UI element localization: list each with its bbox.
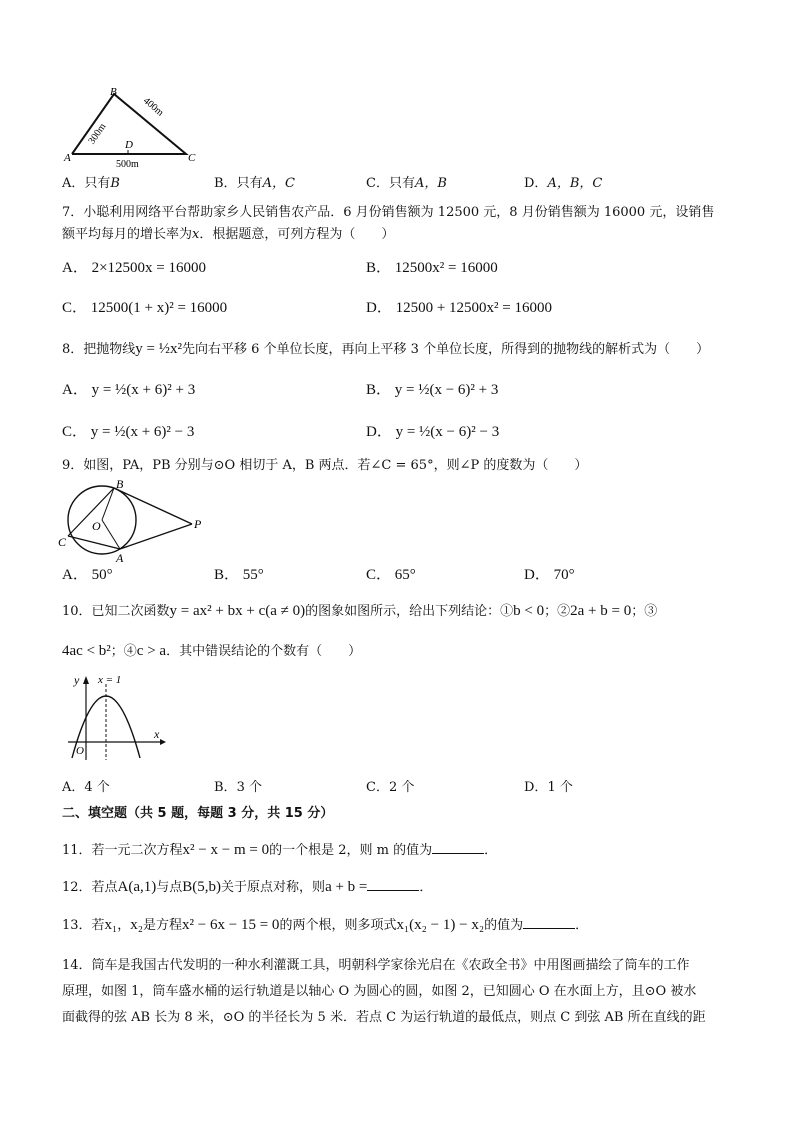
label-A: A <box>116 551 124 565</box>
q13: 13．若x₁，x₂是方程x² − 6x − 15 = 0的两个根，则多项式x₁(x₂ − 1) − x₂的值为 ． <box>62 917 589 933</box>
q8-stem: 8．把抛物线y = ½x²先向右平移 6 个单位长度，再向上平移 3 个单位长度，所得到的抛物线的解析式为（ ） <box>62 341 710 357</box>
label-B: B <box>116 478 124 491</box>
answer-blank[interactable] <box>367 878 419 891</box>
q9-option-a: A． 50° <box>62 567 113 583</box>
triangle-figure <box>62 88 202 170</box>
label-O: O <box>92 519 101 533</box>
answer-blank[interactable] <box>432 841 484 854</box>
label-ab: 300m <box>86 121 109 147</box>
label-y: y <box>74 673 80 687</box>
q7-line1: 7．小聪利用网络平台帮助家乡人民销售农产品．6 月份销售额为 12500 元，8 月份销售额为 16000 元，设销售 <box>62 205 715 220</box>
q7-option-c: C． 12500(1 + x)² = 16000 <box>62 300 228 316</box>
label-P: P <box>194 517 202 531</box>
q12: 12．若点A(a,1)与点B(5,b)关于原点对称，则a + b = ． <box>62 879 433 895</box>
q8-option-a: A． y = ½(x + 6)² + 3 <box>62 382 196 398</box>
q7-line2: 额平均每月的增长率为x．根据题意，可列方程为（ ） <box>62 227 395 242</box>
label-C: C <box>58 535 67 549</box>
q6-option-b: B．只有A，C <box>214 176 295 191</box>
q7-option-b: B． 12500x² = 16000 <box>366 260 498 276</box>
q14-line2: 原理，如图 1，筒车盛水桶的运行轨道是以轴心 O 为圆心的圆，如图 2，已知圆心 O 在水面上方，且⊙O 被水 <box>62 984 697 999</box>
label-origin: O <box>76 745 84 757</box>
q14-line3: 面截得的弦 AB 长为 8 米，⊙O 的半径长为 5 米．若点 C 为运行轨道的最低点，则点 C 到弦 AB 所在直线的距 <box>62 1010 706 1025</box>
answer-blank[interactable] <box>523 916 575 929</box>
q14-line1: 14．筒车是我国古代发明的一种水利灌溉工具，明朝科学家徐光启在《农政全书》中用图画描绘了筒车的工作 <box>62 958 690 973</box>
q6-option-d: D．A，B，C <box>524 176 603 191</box>
q8-option-c: C． y = ½(x + 6)² − 3 <box>62 424 195 440</box>
q9-stem: 9．如图，PA，PB 分别与⊙O 相切于 A，B 两点．若∠C = 65°，则∠P 的度数为（ ） <box>62 458 588 473</box>
q7-option-a: A． 2×12500x = 16000 <box>62 260 207 276</box>
q9-option-d: D． 70° <box>524 567 575 583</box>
q6-option-c: C．只有A，B <box>366 176 447 191</box>
q7-option-d: D． 12500 + 12500x² = 16000 <box>366 300 553 316</box>
q8-option-b: B． y = ½(x − 6)² + 3 <box>366 382 499 398</box>
q10-option-c: C．2 个 <box>366 780 415 795</box>
circle-tangent-figure <box>58 478 208 566</box>
q8-option-d: D． y = ½(x − 6)² − 3 <box>366 424 500 440</box>
q9-option-c: C． 65° <box>366 567 416 583</box>
q11: 11．若一元二次方程x² − x − m = 0的一个根是 2，则 m 的值为 ． <box>62 842 498 858</box>
q10-option-b: B．3 个 <box>214 780 262 795</box>
label-bc: 400m <box>140 95 166 119</box>
label-x: x <box>154 727 160 741</box>
label-axis: x = 1 <box>98 674 122 686</box>
q10-line2: 4ac < b²；④c > a．其中错误结论的个数有（ ） <box>62 643 362 659</box>
label-A: A <box>64 152 71 164</box>
label-C: C <box>188 152 196 164</box>
q10-option-d: D．1 个 <box>524 780 573 795</box>
q9-option-b: B． 55° <box>214 567 264 583</box>
q10-line1: 10．已知二次函数y = ax² + bx + c(a ≠ 0)的图象如图所示，给出下列结论：①b < 0；②2a + b = 0；③ <box>62 603 658 619</box>
q10-option-a: A．4 个 <box>62 780 110 795</box>
label-D: D <box>125 139 133 151</box>
q6-option-a: A．只有B <box>62 176 120 191</box>
section-title: 二、填空题（共 5 题，每题 3 分，共 15 分） <box>62 806 334 821</box>
label-ac: 500m <box>116 159 139 170</box>
label-B: B <box>110 88 117 98</box>
parabola-figure <box>64 672 174 764</box>
